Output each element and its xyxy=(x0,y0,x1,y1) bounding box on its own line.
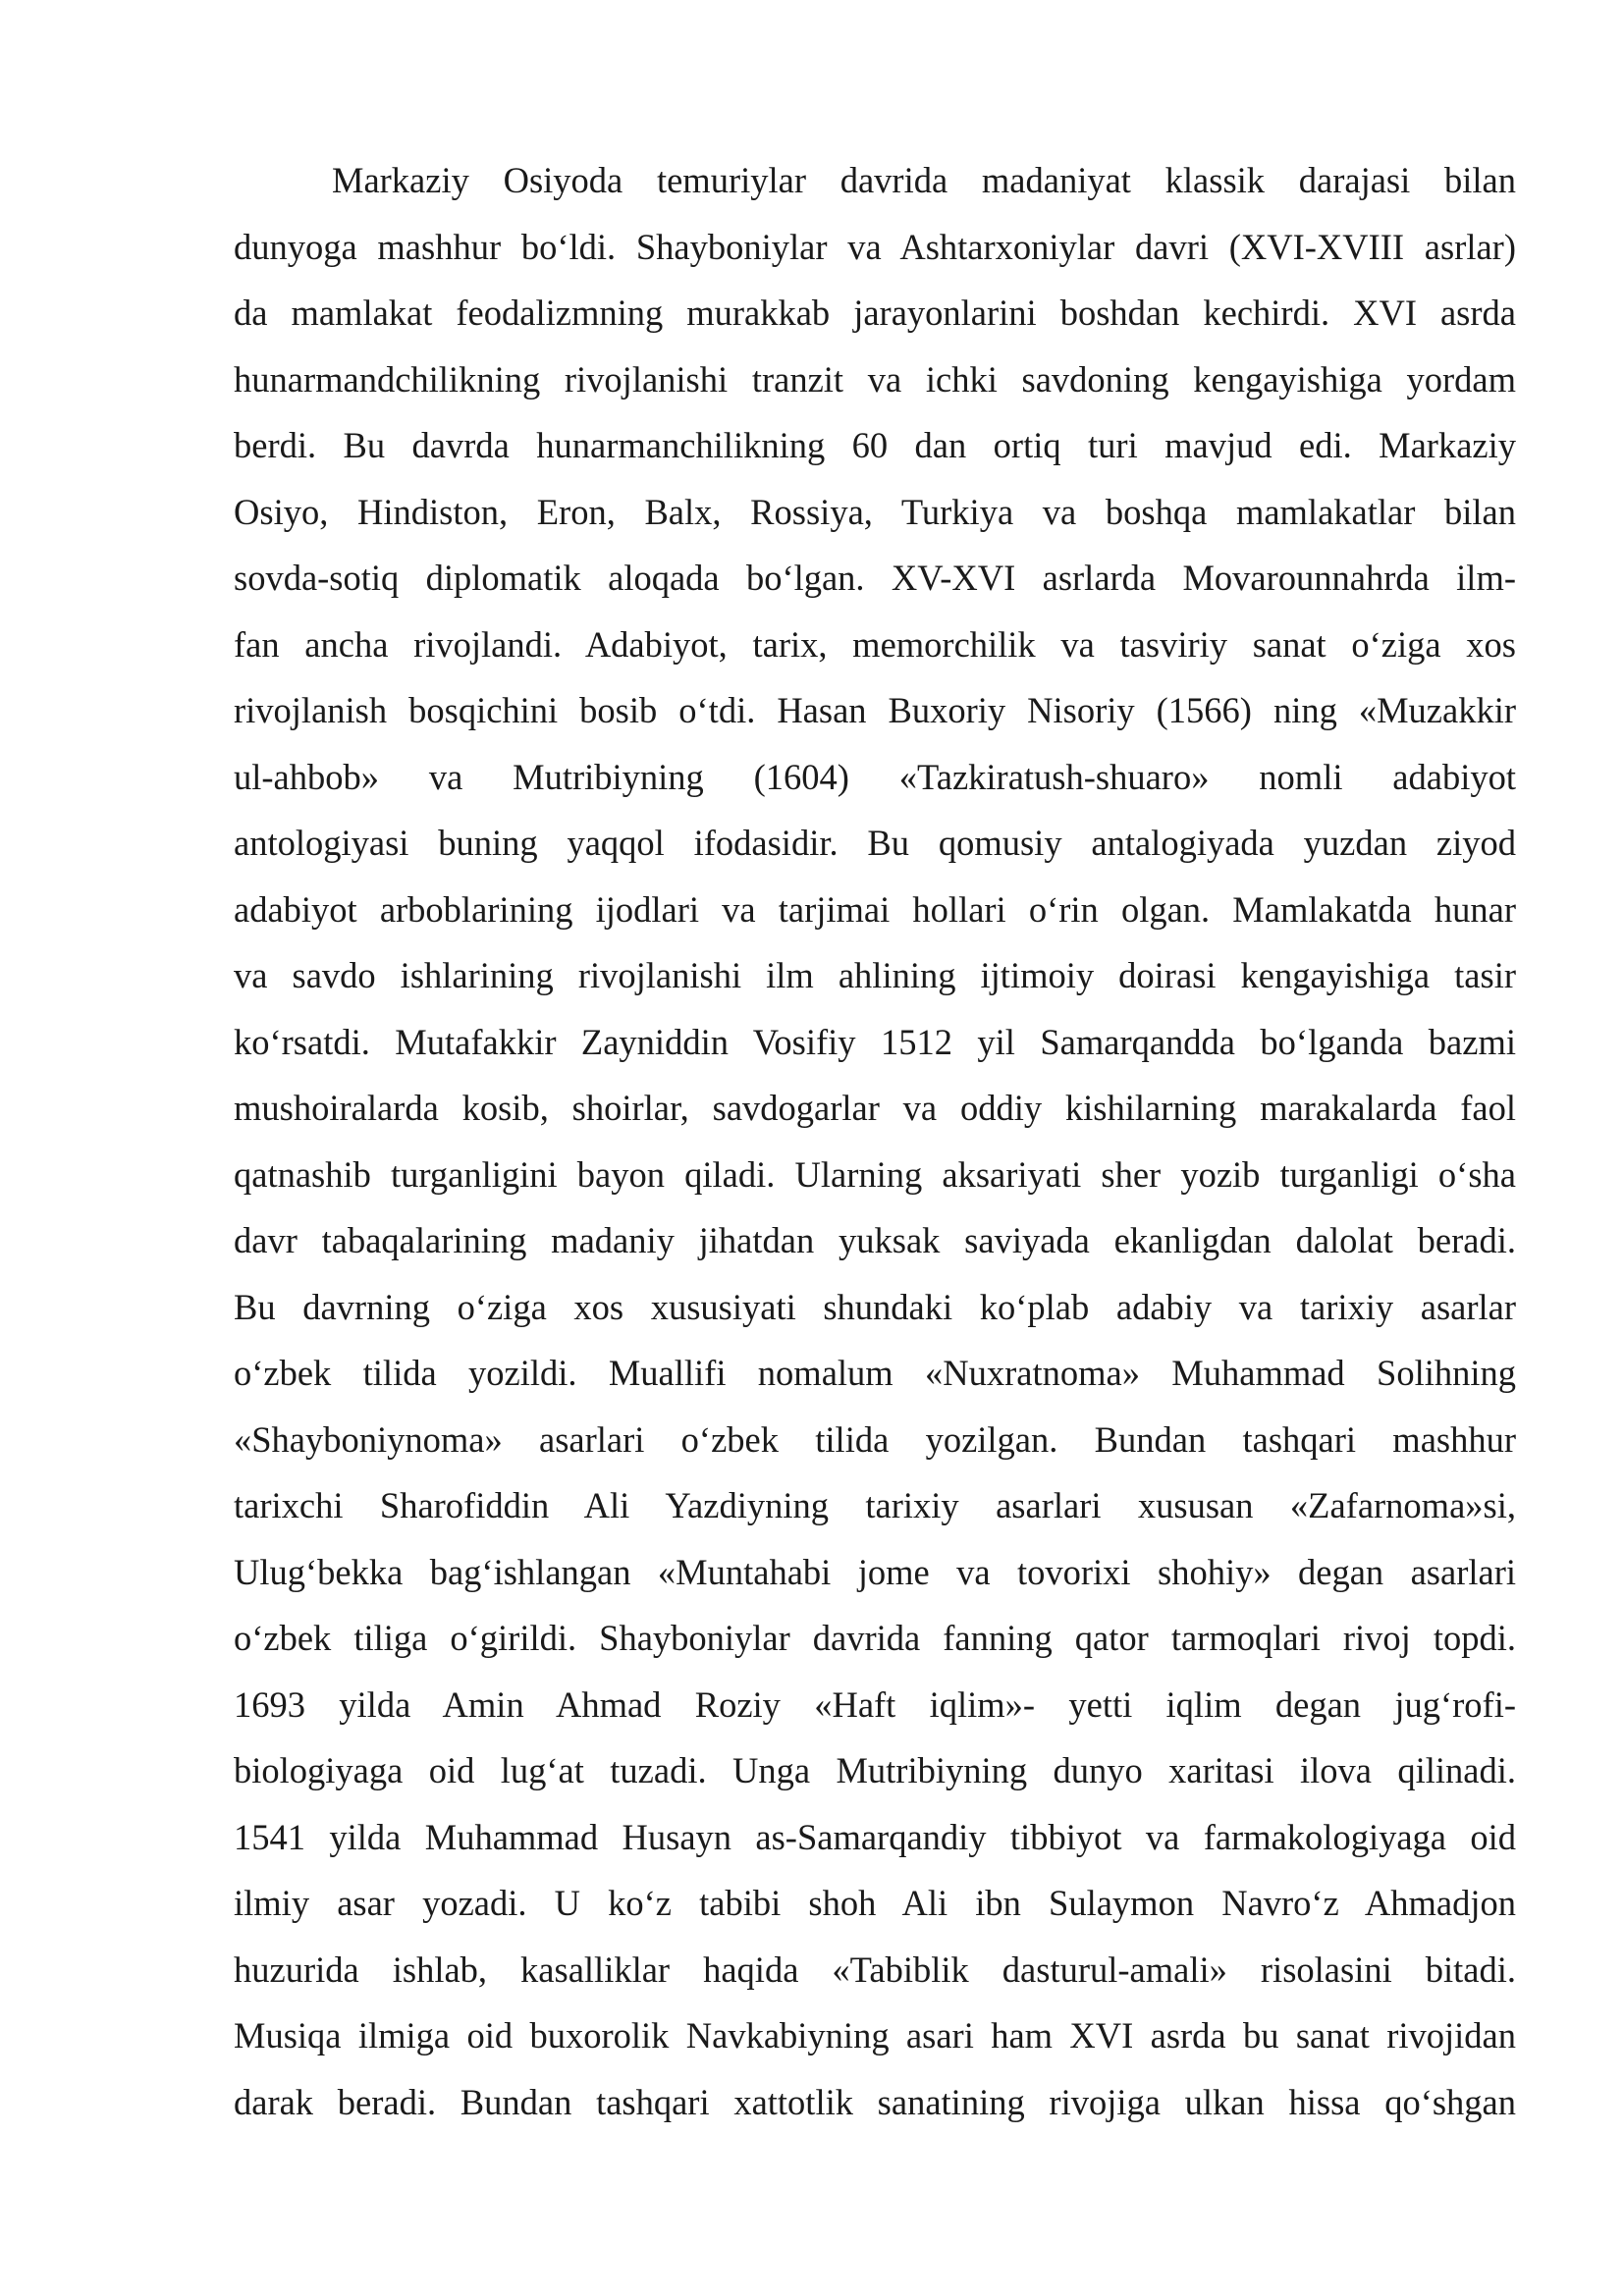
text-line: rivojlanish bosqichini bosib o‘tdi. Hasan Buxoriy Nisoriy (1566) ning «Muzakkir xyxy=(234,690,1516,730)
text-line: Musiqa ilmiga oid buxorolik Navkabiyning asari ham XVI asrda bu sanat rivojidan xyxy=(234,2015,1516,2056)
text-line: Osiyo, Hindiston, Eron, Balx, Rossiya, Turkiya va boshqa mamlakatlar bilan xyxy=(234,491,1516,532)
text-line: qatnashib turganligini bayon qiladi. Ularning aksariyati sher yozib turganligi o‘sha xyxy=(234,1153,1516,1195)
text-line: huzurida ishlab, kasalliklar haqida «Tabiblik dasturul-amali» risolasini bitadi. xyxy=(234,1949,1516,1990)
text-line: davr tabaqalarining madaniy jihatdan yuksak saviyada ekanligdan dalolat beradi. xyxy=(234,1220,1516,1260)
text-line: Bu davrning o‘ziga xos xususiyati shundaki ko‘plab adabiy va tarixiy asarlar xyxy=(234,1286,1516,1327)
text-line: Markaziy Osiyoda temuriylar davrida madaniyat klassik darajasi bilan xyxy=(332,160,1516,200)
text-line: da mamlakat feodalizmning murakkab jarayonlarini boshdan kechirdi. XVI asrda xyxy=(234,293,1516,333)
text-line: berdi. Bu davrda hunarmanchilikning 60 dan ortiq turi mavjud edi. Markaziy xyxy=(234,425,1516,465)
text-line: 1693 yilda Amin Ahmad Roziy «Haft iqlim»- yetti iqlim degan jug‘rofi- xyxy=(234,1683,1516,1725)
body-paragraph xyxy=(234,147,1516,2135)
text-line: biologiyaga oid lug‘at tuzadi. Unga Mutribiyning dunyo xaritasi ilova qilinadi. xyxy=(234,1750,1516,1790)
text-line: mushoiralarda kosib, shoirlar, savdogarlar va oddiy kishilarning marakalarda faol xyxy=(234,1088,1516,1128)
text-line: hunarmandchilikning rivojlanishi tranzit va ichki savdoning kengayishiga yordam xyxy=(234,358,1516,400)
text-line: ul-ahbob» va Mutribiyning (1604) «Tazkiratush-shuaro» nomli adabiyot xyxy=(234,756,1516,797)
text-line: 1541 yilda Muhammad Husayn as-Samarqandiy tibbiyot va farmakologiyaga oid xyxy=(234,1816,1516,1857)
text-line: ilmiy asar yozadi. U ko‘z tabibi shoh Ali ibn Sulaymon Navro‘z Ahmadjon xyxy=(234,1883,1516,1923)
text-line: fan ancha rivojlandi. Adabiyot, tarix, memorchilik va tasviriy sanat o‘ziga xos xyxy=(234,623,1516,665)
text-line: antologiyasi buning yaqqol ifodasidir. Bu qomusiy antalogiyada yuzdan ziyod xyxy=(234,823,1516,863)
text-line: tarixchi Sharofiddin Ali Yazdiyning tarixiy asarlari xususan «Zafarnoma»si, xyxy=(234,1485,1516,1525)
text-line: dunyoga mashhur bo‘ldi. Shayboniylar va Ashtarxoniylar davri (XVI-XVIII asrlar) xyxy=(234,226,1516,267)
text-line: darak beradi. Bundan tashqari xattotlik sanatining rivojiga ulkan hissa qo‘shgan xyxy=(234,2081,1516,2122)
text-line: o‘zbek tiliga o‘girildi. Shayboniylar davrida fanning qator tarmoqlari rivoj topdi. xyxy=(234,1618,1516,1658)
text-line: adabiyot arboblarining ijodlari va tarjimai hollari o‘rin olgan. Mamlakatda hunar xyxy=(234,888,1516,930)
text-line: ko‘rsatdi. Mutafakkir Zayniddin Vosifiy 1512 yil Samarqandda bo‘lganda bazmi xyxy=(234,1021,1516,1062)
text-line: Ulug‘bekka bag‘ishlangan «Muntahabi jome va tovorixi shohiy» degan asarlari xyxy=(234,1551,1516,1592)
text-line: va savdo ishlarining rivojlanishi ilm ahlining ijtimoiy doirasi kengayishiga tasir xyxy=(234,955,1516,995)
text-line: «Shayboniynoma» asarlari o‘zbek tilida yozilgan. Bundan tashqari mashhur xyxy=(234,1418,1516,1460)
text-line: o‘zbek tilida yozildi. Muallifi nomalum «Nuxratnoma» Muhammad Solihning xyxy=(234,1353,1516,1393)
text-line: sovda-sotiq diplomatik aloqada bo‘lgan. XV-XVI asrlarda Movarounnahrda ilm- xyxy=(234,558,1516,598)
